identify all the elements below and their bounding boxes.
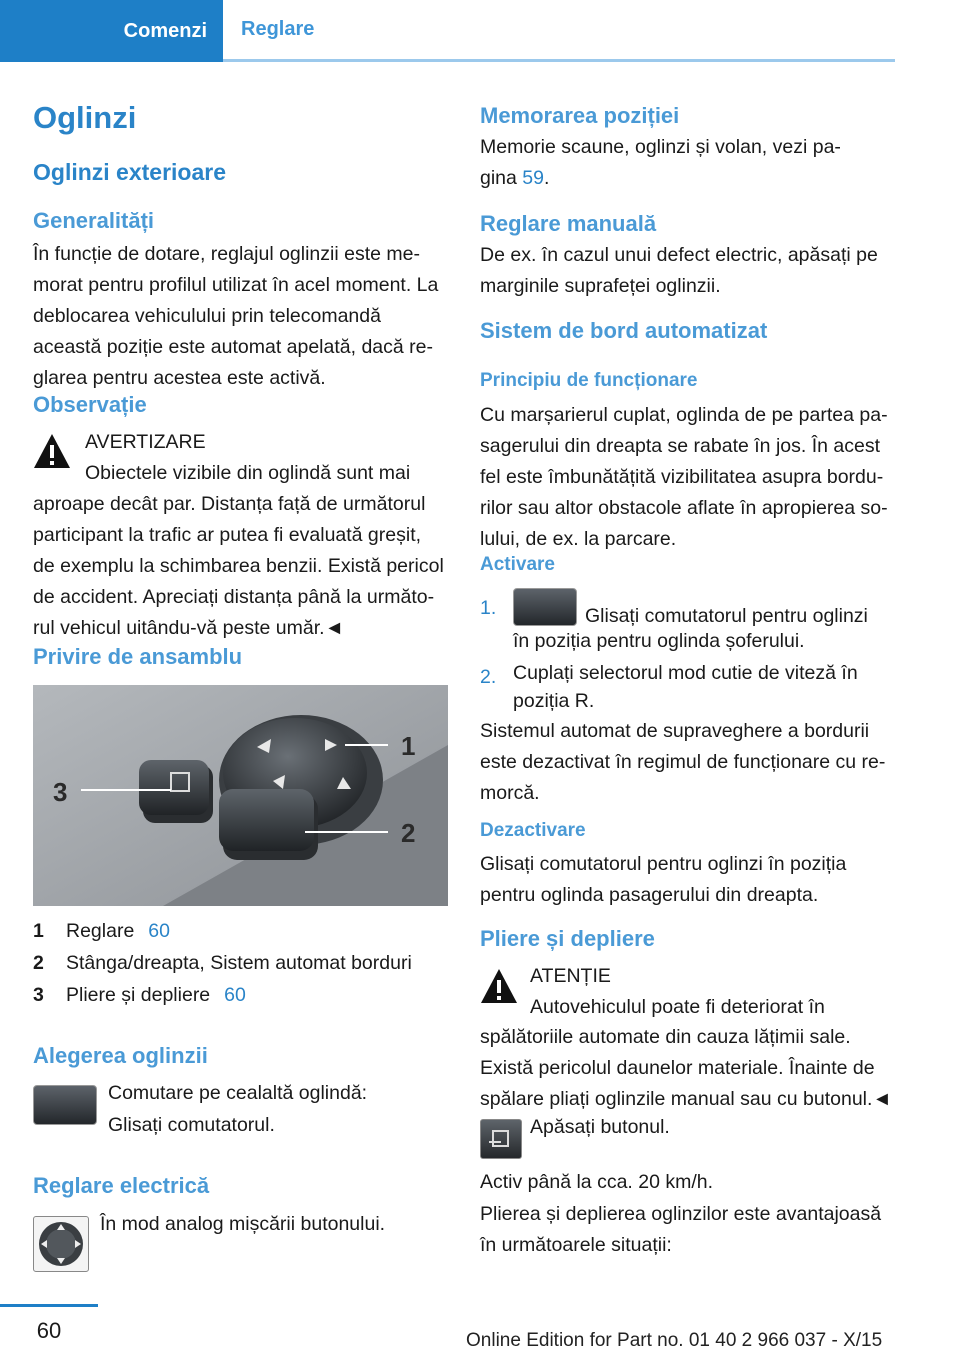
tab-comenzi[interactable]: Comenzi [0, 0, 223, 62]
heading-principiu: Principiu de funcționare [480, 370, 698, 391]
heading-observatie: Observație [33, 392, 147, 417]
text-line: de accident. Apreciați distanța până la următo‐ [33, 586, 435, 608]
joystick-svg [34, 1217, 88, 1271]
warning-line: Autovehiculul poate fi deteriorat în [530, 996, 825, 1018]
legend-label: Stânga/dreapta, Sistem automat borduri [66, 952, 412, 974]
text-line: morat pentru profilul utilizat în acel moment. La [33, 274, 439, 296]
page-link[interactable]: 59 [522, 167, 544, 189]
text-line: lului, de ex. la parcare. [480, 528, 677, 550]
text-line [480, 163, 900, 194]
text-line: morcă. [480, 782, 540, 804]
text-line: aproape decât par. Distanța față de următorul [33, 493, 426, 515]
text-line: pentru oglinda pasagerului din dreapta. [480, 884, 819, 906]
activ-text: Activ până la cca. 20 km/h. [480, 1171, 714, 1193]
heading-activare: Activare [480, 554, 555, 575]
legend-page-link[interactable]: 60 [224, 984, 246, 1006]
legend-label: Reglare [66, 920, 135, 942]
text-line: spălare pliați oglinzile manual sau cu butonul.◄ [480, 1088, 892, 1110]
paragraph-generalitati [33, 239, 453, 394]
text-line: glarea pentru acestea este activă. [33, 367, 326, 389]
mirror-switch-icon [33, 1085, 97, 1125]
legend-item [33, 915, 453, 947]
step-number: 2. [480, 666, 497, 688]
step-text: poziția R. [513, 690, 595, 712]
warning-triangle-svg [33, 432, 71, 470]
heading-reglare-manuala: Reglare manuală [480, 211, 657, 236]
text-line: Plierea și deplierea oglinzilor este avantajoasă [480, 1203, 882, 1225]
heading-dezactivare: Dezactivare [480, 820, 586, 841]
text-line: rul vehicul uitându-vă peste umăr.◄ [33, 617, 344, 639]
reglare-electrica-text: În mod analog mișcării butonului. [100, 1213, 386, 1235]
warning-text [480, 1022, 900, 1115]
footer-rule [0, 1304, 98, 1307]
text-line: deblocarea vehiculului prin telecomandă [33, 305, 381, 327]
paragraph-memorare [480, 132, 900, 194]
text-line: În funcție de dotare, reglajul oglinzii este me‐ [33, 243, 420, 265]
warning-triangle-svg [480, 967, 518, 1005]
text-line: Sistemul automat de supraveghere a bordurii [480, 720, 870, 742]
section-title: Oglinzi exterioare [33, 159, 227, 185]
edition-text: Online Edition for Part no. 01 40 2 966 037 - X/15 [466, 1330, 883, 1351]
legend-num: 2 [33, 952, 44, 974]
paragraph-manuala [480, 240, 900, 302]
text-line: fel este îmbunătățită vizibilitatea asupra bordu‐ [480, 466, 884, 488]
text-line: Există pericolul daunelor materiale. Înainte de [480, 1057, 875, 1079]
heading-alegerea: Alegerea oglinzii [33, 1043, 208, 1068]
legend-item [33, 947, 453, 979]
warning-title: ATENȚIE [530, 965, 611, 987]
text-line: în următoarele situații: [480, 1234, 672, 1256]
text-fragment: . [544, 167, 550, 189]
legend-label: Pliere și depliere [66, 984, 211, 1006]
legend-page-link[interactable]: 60 [148, 920, 170, 942]
legend-item [33, 979, 453, 1011]
paragraph-final [480, 1199, 900, 1261]
text-line: De ex. în cazul unui defect electric, apăsați pe [480, 244, 878, 266]
text-line: rilor sau altor obstacole aflate în apropierea so‐ [480, 497, 888, 519]
heading-generalitati: Generalități [33, 208, 155, 233]
callout-1: 1 [401, 731, 416, 761]
step-text: Cuplați selectorul mod cutie de viteză în [513, 662, 858, 684]
text-line: participant la trafic ar putea fi evaluată greșit, [33, 524, 422, 546]
text-line: sagerului din dreapta se rabate în jos. În acest [480, 435, 880, 457]
text-fragment: gina [480, 167, 523, 189]
text-line: este dezactivat în regimul de funcționare cu re‐ [480, 751, 886, 773]
page-number: 60 [36, 1318, 62, 1343]
text-line: spălătoriile automate din cauza lățimii sale. [480, 1026, 851, 1048]
warning-text [33, 489, 453, 644]
text-line: de exemplu la schimbarea benzii. Există pericol [33, 555, 444, 577]
heading-pliere: Pliere și depliere [480, 926, 655, 951]
mirror-controls-illustration [33, 685, 448, 906]
tab-reglare[interactable]: Reglare [223, 0, 895, 62]
legend-num: 1 [33, 920, 44, 942]
mirror-controls-figure [33, 685, 448, 906]
mirror-switch-icon [513, 588, 577, 626]
alegerea-line: Glisați comutatorul. [108, 1114, 275, 1136]
heading-reglare-electrica: Reglare electrică [33, 1173, 210, 1198]
legend-num: 3 [33, 984, 44, 1006]
apasati-text: Apăsați butonul. [530, 1116, 670, 1138]
fold-mirror-svg [481, 1120, 521, 1158]
heading-memorare: Memorarea poziției [480, 103, 680, 128]
paragraph-principiu [480, 400, 900, 555]
fold-mirror-button-icon [480, 1119, 522, 1159]
warning-line: Obiectele vizibile din oglindă sunt mai [85, 462, 411, 484]
step-text: în poziția pentru oglinda șoferului. [513, 630, 805, 652]
alegerea-line: Comutare pe cealaltă oglindă: [108, 1082, 368, 1104]
heading-sistem-bord: Sistem de bord automatizat [480, 318, 768, 343]
text-line: Glisați comutatorul pentru oglinzi în poziția [480, 853, 847, 875]
callout-3: 3 [53, 777, 68, 807]
warning-triangle-icon [480, 967, 518, 1005]
warning-triangle-icon [33, 432, 71, 470]
text-line: această poziție este automat apelată, dacă re‐ [33, 336, 433, 358]
text-line: Memorie scaune, oglinzi și volan, vezi pa‐ [480, 136, 841, 158]
heading-privire: Privire de ansamblu [33, 644, 243, 669]
figure-legend [33, 915, 453, 1011]
text-line: Cu marșarierul cuplat, oglinda de pe partea pa‐ [480, 404, 888, 426]
step-number: 1. [480, 597, 497, 619]
step-text: Glisați comutatorul pentru oglinzi [585, 605, 868, 627]
paragraph-dezactivare [480, 849, 900, 911]
page-title: Oglinzi [33, 100, 137, 135]
warning-title: AVERTIZARE [85, 431, 206, 453]
joystick-icon [33, 1216, 89, 1272]
paragraph-activare-note [480, 716, 900, 809]
callout-2: 2 [401, 818, 416, 848]
text-line: marginile suprafeței oglinzii. [480, 275, 721, 297]
